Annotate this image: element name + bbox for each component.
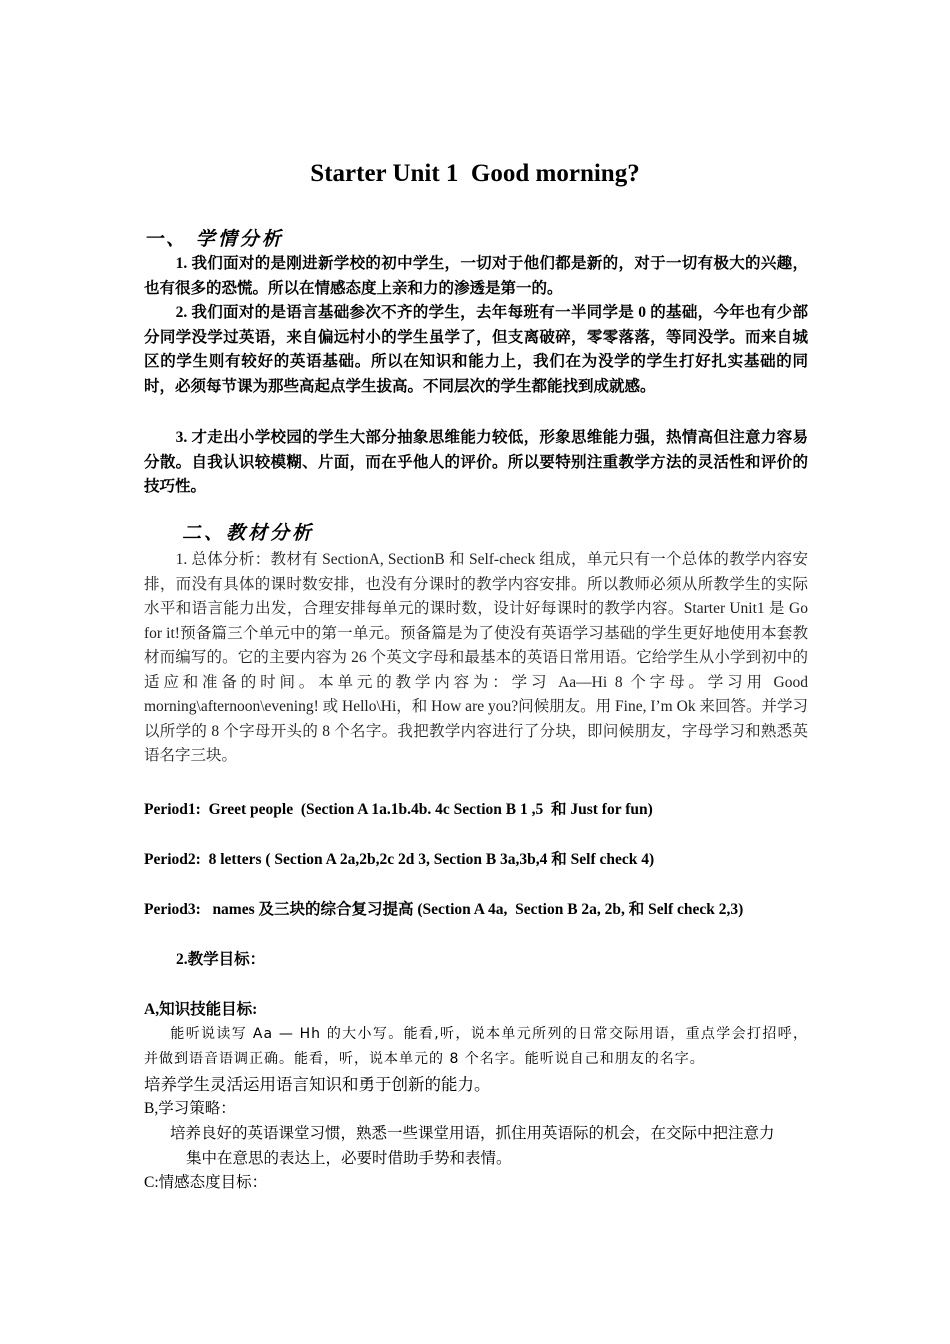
period-1-line: Period1: Greet people (Section A 1a.1b.4b. 4c Section B 1 ,5 和 Just for fun) xyxy=(144,801,653,818)
period-2-line: Period2: 8 letters ( Section A 2a,2b,2c 2d 3, Section B 3a,3b,4 和 Self check 4) xyxy=(144,851,655,868)
knowledge-skills-text xyxy=(144,1022,808,1099)
emotional-goals-heading: C:情感态度目标： xyxy=(144,1174,268,1191)
period-3-line: Period3: names 及三块的综合复习提高 (Section A 4a, Section B 2a, 2b, 和 Self check 2,3) xyxy=(144,901,744,918)
page-title: Starter Unit 1 Good morning? xyxy=(310,160,640,187)
paragraph-learner-2: 2. 我们面对的是语言基础参次不齐的学生，去年每班有一半同学是 0 的基础，今年也有少部分同学没学过英语，来自偏远村小的学生虽学了，但支离破碎，零零落落，等同没学。而来自城区的学生则有较好的英语基础。所以在知识和能力上，我们在为没学的学生打好扎实基础的同时，必须每节课为那些高起点学生拔高。不同层次的学生都能找到成就感。 xyxy=(144,304,808,395)
knowledge-skills-text-3: 培养学生灵活运用语言知识和勇于创新的能力。 xyxy=(144,1075,491,1094)
knowledge-skills-heading: A,知识技能目标: xyxy=(144,1001,258,1018)
knowledge-skills-text-1: 能听说读写 Aa — Hh 的大小写。 xyxy=(170,1026,404,1042)
section-heading-textbook-analysis: 二、教材分析 xyxy=(182,523,315,544)
knowledge-skills-text-2: 能看,听，说本单元所列的日常交际用语，重点学会打招呼，并做到语音语调正确。能看，听，说本单元的 8 个名字。能听说自己和朋友的名字。 xyxy=(144,1026,809,1067)
teaching-goals-heading: 2.教学目标： xyxy=(176,951,266,968)
learning-strategy-heading: B,学习策略： xyxy=(144,1100,236,1117)
paragraph-learner-1: 1. 我们面对的是刚进新学校的初中学生，一切对于他们都是新的，对于一切有极大的兴趣，也有很多的恐慌。所以在情感态度上亲和力的渗透是第一的。 xyxy=(144,255,808,297)
paragraph-learner-3: 3. 才走出小学校园的学生大部分抽象思维能力较低，形象思维能力强，热情高但注意力容易分散。自我认识较模糊、片面，而在乎他人的评价。所以要特别注重教学方法的灵活性和评价的技巧性。 xyxy=(144,429,808,495)
section-heading-learner-analysis: 一、 学情分析 xyxy=(144,229,284,250)
paragraph-textbook-overview: 1. 总体分析：教材有 SectionA, SectionB 和 Self-check 组成，单元只有一个总体的教学内容安排，而没有具体的课时数安排，也没有分课时的教学内容安排。所以教师必须从所教学生的实际水平和语言能力出发，合理安排每单元的课时数，设计好每课时的教学内容。Starter Unit1 是 Go for it!预备篇三个单元中的第一单元。预备篇是为了使没有英语学习基础的学生更好地使用本套教材而编写的。它的主要内容为 26 个英文字母和最基本的英语日常用语。它给学生从小学到初中的适应和准备的时间。本单元的教学内容为：学习 Aa—Hi 8 个字母。学习用 Good morning\afternoon\evening! 或 Hello\Hi，和 How are you?问候朋友。用 Fine, I’m Ok 来回答。并学习以所学的 8 个字母开头的 8 个名字。我把教学内容进行了分块，即问候朋友，字母学习和熟悉英语名字三块。 xyxy=(144,551,808,764)
learning-strategy-text-1: 培养良好的英语课堂习惯，熟悉一些课堂用语，抓住用英语际的机会，在交际中把注意力 xyxy=(170,1125,775,1142)
learning-strategy-text-2: 集中在意思的表达上，必要时借助手势和表情。 xyxy=(186,1150,512,1167)
